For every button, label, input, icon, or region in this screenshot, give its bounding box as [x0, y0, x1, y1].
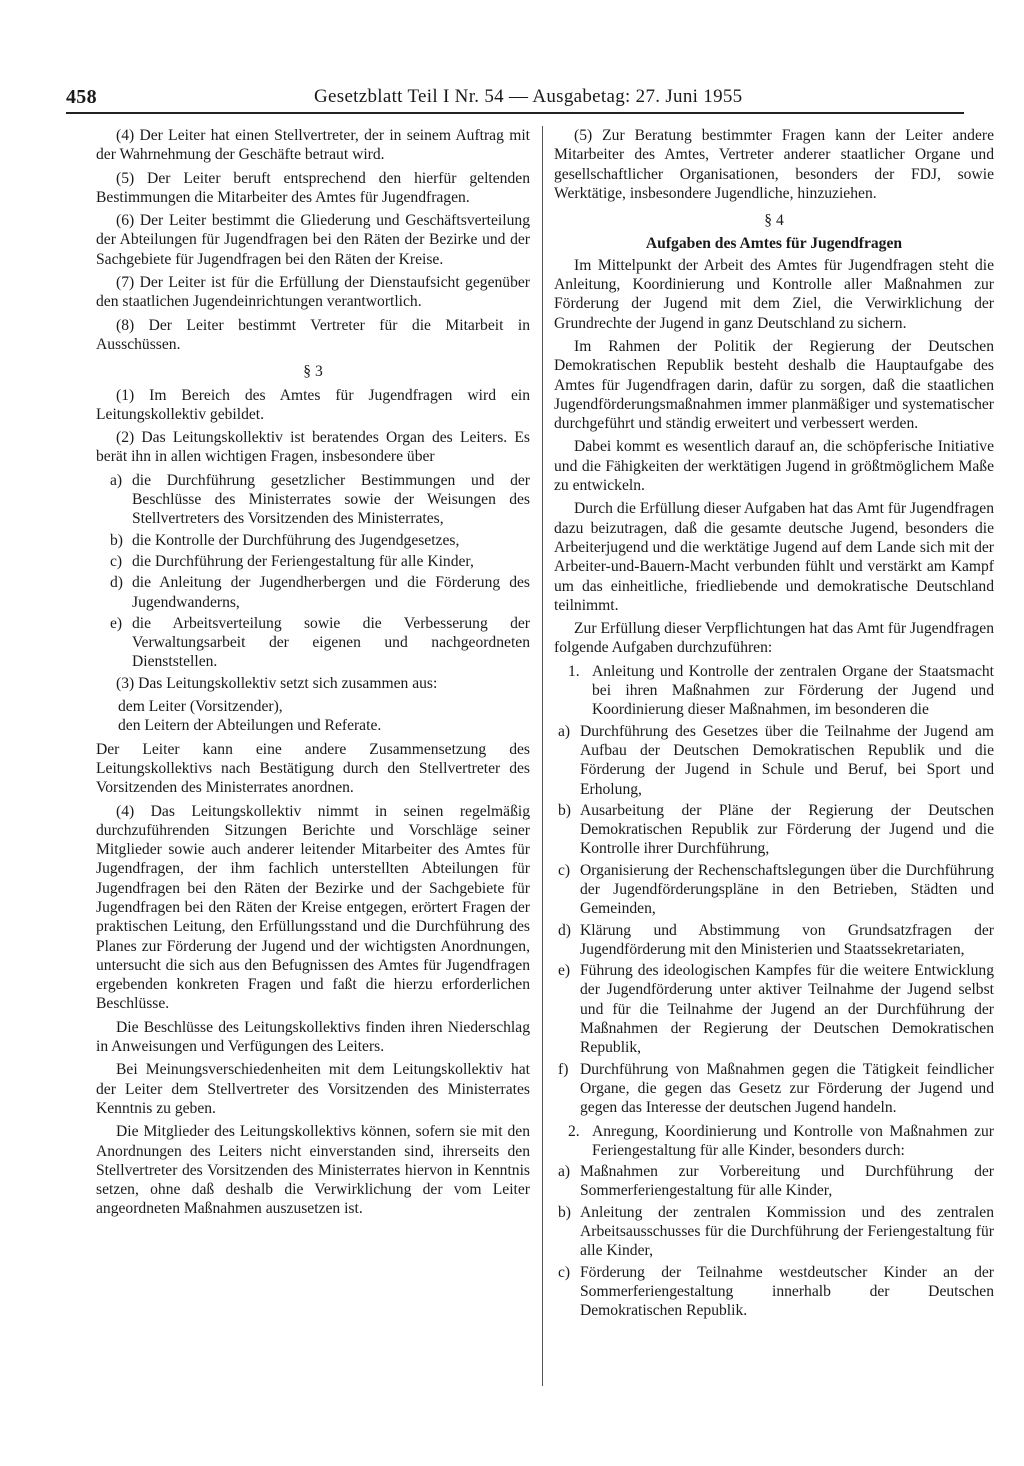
list-item-label: d) [558, 921, 571, 939]
list-item-label: c) [558, 1263, 571, 1281]
column-divider [542, 126, 543, 1386]
list-item-label: f) [558, 1060, 569, 1078]
list-item [554, 861, 994, 919]
list-item-text: Durchführung des Gesetzes über die Teilnahme der Jugend am Aufbau der Deutschen Demokratischen Republik und die Förderung der Jugend in Schule und Beruf, bei Sport und Erholung, [580, 722, 994, 798]
paragraph-s3-5: (5) Zur Beratung bestimmter Fragen kann der Leiter andere Mitarbeiter des Amtes, Vertreter anderer staatlicher Organe und gesellschaftlicher Organisationen, besonders der FDJ, sowie Werktätige, insbesondere Jugendliche, hinzuziehen. [554, 127, 994, 202]
numbered-item-2 [554, 1122, 994, 1161]
list-item-text: die Anleitung der Jugendherbergen und die Förderung des Jugendwanderns, [132, 574, 530, 611]
s3-list [96, 471, 530, 672]
list-item-text: Führung des ideologischen Kampfes für die weitere Entwicklung der Jugendförderung unter aktiver Teilnahme der Jugend selbst und für die Teilnahme der Jugend an der Durchführung der Maßnahmen der Regierung der Deutschen Demokratischen Republik, [580, 962, 994, 1057]
paragraph-s4-c: Dabei kommt es wesentlich darauf an, die schöpferische Initiative und die Fähigkeiten der werktätigen Jugend in größtmöglichem Maße zu entwickeln. [554, 438, 994, 495]
list-item [554, 801, 994, 859]
list-item [96, 614, 530, 672]
left-column [96, 126, 530, 1223]
list-item-text: Anleitung der zentralen Kommission und des zentralen Arbeitsausschusses für die Durchführung der Feriengestaltung für alle Kinder, [580, 1203, 994, 1260]
list-item-label: b) [558, 1203, 571, 1221]
list-item [554, 1060, 994, 1118]
list-item-label: a) [558, 722, 571, 740]
member-line: dem Leiter (Vorsitzender), [118, 698, 283, 716]
list-item-text: Ausarbeitung der Pläne der Regierung der Deutschen Demokratischen Republik zur Förderung der Jugend und die Kontrolle ihrer Durchführung, [580, 801, 994, 858]
header-rule [66, 112, 964, 114]
list-item-text: Durchführung von Maßnahmen gegen die Tätigkeit feindlicher Organe, die gegen das Gesetz zur Förderung der Jugend und gegen das Interesse der deutschen Jugend handeln. [580, 1060, 994, 1117]
list-item-text: die Arbeitsverteilung sowie die Verbesserung der Verwaltungsarbeit der eigenen und nachgeordneten Dienststellen. [132, 614, 530, 671]
list-item-label: e) [558, 962, 571, 980]
paragraph-s3-4b: Die Beschlüsse des Leitungskollektivs finden ihren Niederschlag in Anweisungen und Verfügungen des Leiters. [96, 1018, 530, 1056]
numbered-item-1 [554, 662, 994, 720]
list-item-label: c) [558, 861, 571, 879]
list-item-text: Anregung, Koordinierung und Kontrolle von Maßnahmen zur Feriengestaltung für alle Kinder, besonders durch: [592, 1122, 994, 1159]
list-item [96, 471, 530, 529]
paragraph-s2-8: (8) Der Leiter bestimmt Vertreter für die Mitarbeit in Ausschüssen. [96, 316, 530, 353]
paragraph-s2-5: (5) Der Leiter beruft entsprechend den hierfür geltenden Bestimmungen die Mitarbeiter des Amtes für Jugendfragen. [96, 169, 530, 206]
paragraph-s3-4: (4) Das Leitungskollektiv nimmt in seinen regelmäßig durchzuführenden Sitzungen Berichte und Vorschläge seiner Mitglieder sowie auch anderer leitender Mitarbeiter des Amtes für Jugendfragen, der ihm fachlich unterstellten Abteilungen für Jugendfragen bei den Räten der Bezirke und der Sachgebiete für Jugendfragen bei den Räten der Kreise entgegen, erörtert Fragen der praktischen Leitung, den Erfüllungsstand und die Durchführung des Planes zur Förderung der Jugend und der wichtigsten Anordnungen, untersucht die sich aus den Befugnissen des Amtes für Jugendfragen ergebenden konkreten Fragen und faßt die hierzu erforderlichen Beschlüsse. [96, 802, 530, 1013]
paragraph-s2-6: (6) Der Leiter bestimmt die Gliederung und Geschäftsverteilung der Abteilungen für Jugendfragen bei den Räten der Bezirke und der Sachgebiete für Jugendfragen bei den Räten der Kreise. [96, 212, 530, 268]
paragraph-s4-a: Im Mittelpunkt der Arbeit des Amtes für Jugendfragen steht die Anleitung, Koordinierung und Kontrolle aller Maßnahmen zur Förderung der Jugend mit dem Ziel, die Verwirklichung der Grundrechte der Jugend in ganz Deutschland zu sichern. [554, 256, 994, 332]
section-4-title: Aufgaben des Amtes für Jugendfragen [645, 235, 903, 253]
paragraph-s4-b: Im Rahmen der Politik der Regierung der Deutschen Demokratischen Republik besteht deshalb die Hauptaufgabe des Amtes für Jugendfragen darin, dafür zu sorgen, daß die staatlichen Jugendförderungsmaßnahmen immer planmäßiger und systematischer durchgeführt und ständig erweitert und verbessert werden. [554, 337, 994, 433]
list-item [554, 722, 994, 799]
right-column [554, 126, 994, 1323]
list-item-label: b) [110, 531, 123, 549]
header-title: Gesetzblatt Teil I Nr. 54 — Ausgabetag: 27. Juni 1955 [314, 86, 743, 107]
paragraph-s2-7: (7) Der Leiter ist für die Erfüllung der Dienstaufsicht gegenüber den staatlichen Jugendeinrichtungen verantwortlich. [96, 274, 530, 311]
list-item-text: Organisierung der Rechenschaftslegungen über die Durchführung der Jugendförderungspläne in den Betrieben, Städten und Gemeinden, [580, 861, 994, 918]
list-item [554, 1263, 994, 1321]
list-item-label: b) [558, 801, 571, 819]
list-item-label: a) [110, 471, 123, 489]
list-item [96, 573, 530, 612]
paragraph-s2-4: (4) Der Leiter hat einen Stellvertreter, der in seinem Auftrag mit der Wahrnehmung der Geschäfte betraut wird. [96, 127, 530, 164]
list-item-label: 1. [568, 662, 580, 680]
paragraph-s3-4d: Die Mitglieder des Leitungskollektivs können, sofern sie mit den Anordnungen des Leiters nicht einverstanden sind, ihrerseits den Stellvertreter des Vorsitzenden des Ministerrates hiervon in Kenntnis setzen, ohne daß deshalb die Verwirklichung der vom Leiter angeordneten Maßnahmen auszusetzen ist. [96, 1123, 530, 1218]
list-item-label: 2. [568, 1122, 580, 1140]
list-item-text: die Kontrolle der Durchführung des Jugendgesetzes, [132, 531, 460, 549]
list-item-label: e) [110, 614, 123, 632]
list-item-text: die Durchführung der Feriengestaltung für alle Kinder, [132, 552, 474, 570]
member-line: den Leitern der Abteilungen und Referate. [118, 717, 382, 735]
list-item-text: Klärung und Abstimmung von Grundsatzfragen der Jugendförderung mit den Ministerien und Staatssekretariaten, [580, 921, 994, 958]
paragraph-s4-d: Durch die Erfüllung dieser Aufgaben hat das Amt für Jugendfragen dazu beizutragen, daß die gesamte deutsche Jugend, besonders die Arbeiterjugend und die werktätige Jugend auf dem Lande sich mit der Arbeiter-und-Bauern-Macht verbunden fühlt und verstärkt am Kampf um das einheitliche, friedliebende und demokratische Deutschland teilnimmt. [554, 500, 994, 614]
list-item-text: Anleitung und Kontrolle der zentralen Organe der Staatsmacht bei ihren Maßnahmen zur Förderung der Jugend und Koordinierung dieser Maßnahmen, im besonderen die [592, 662, 994, 719]
page-number: 458 [66, 86, 97, 108]
list-item [554, 921, 994, 960]
paragraph-s3-3b: Der Leiter kann eine andere Zusammensetzung des Leitungskollektivs nach Bestätigung durch den Stellvertreter des Vorsitzenden des Ministerrates anordnen. [96, 740, 530, 797]
list-item [554, 961, 994, 1057]
list-item-label: c) [110, 552, 123, 570]
list-item-text: die Durchführung gesetzlicher Bestimmungen und der Beschlüsse des Ministerrates sowie der Weisungen des Stellvertreters des Vorsitzenden des Ministerrates, [132, 471, 530, 528]
list-item [554, 1162, 994, 1201]
paragraph-s3-2: (2) Das Leitungskollektiv ist beratendes Organ des Leiters. Es berät ihn in allen wichtigen Fragen, insbesondere über [96, 429, 530, 466]
list-item-text: Förderung der Teilnahme westdeutscher Kinder an der Sommerferiengestaltung innerhalb der Deutschen Demokratischen Republik. [580, 1263, 994, 1320]
section-4-heading: § 4 [764, 212, 784, 230]
paragraph-s3-1: (1) Im Bereich des Amtes für Jugendfragen wird ein Leitungskollektiv gebildet. [96, 386, 530, 423]
paragraph-s3-4c: Bei Meinungsverschiedenheiten mit dem Leitungskollektiv hat der Leiter dem Stellvertreter des Vorsitzenden des Ministerrates Kenntnis zu geben. [96, 1061, 530, 1117]
list-item-label: d) [110, 574, 123, 592]
list-item-text: Maßnahmen zur Vorbereitung und Durchführung der Sommerferiengestaltung für alle Kinder, [580, 1163, 994, 1200]
section-3-heading: § 3 [303, 363, 323, 381]
paragraph-s4-e: Zur Erfüllung dieser Verpflichtungen hat das Amt für Jugendfragen folgende Aufgaben durchzuführen: [554, 620, 994, 657]
paragraph-s3-3: (3) Das Leitungskollektiv setzt sich zusammen aus: [116, 674, 438, 692]
list-item [554, 1203, 994, 1261]
list-item [96, 552, 530, 571]
list-item [96, 531, 530, 550]
list-item-label: a) [558, 1163, 571, 1181]
